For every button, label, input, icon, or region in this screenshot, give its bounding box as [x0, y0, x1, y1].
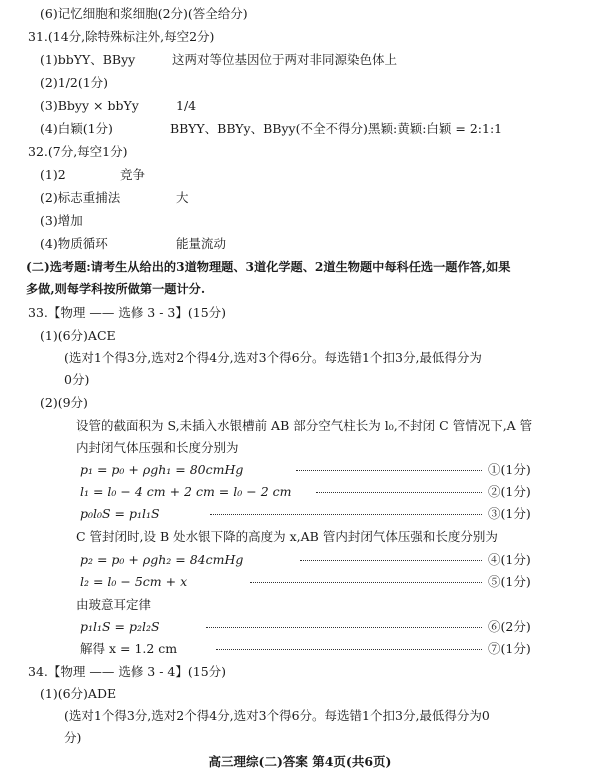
dot-leader: [250, 582, 482, 583]
q31-answer1-reason: 这两对等位基因位于两对非同源染色体上: [172, 52, 398, 67]
page-footer: 高三理综(二)答案 第4页(共6页): [208, 754, 392, 769]
elective-instruction-line1: (二)选考题:请考生从给出的3道物理题、3道化学题、2道生物题中每科任选一题作答,如果: [26, 260, 511, 274]
q33-score-mark1: ①(1分): [488, 462, 531, 477]
q31-answer1-genotypes: (1)bbYY、BByy: [40, 52, 136, 67]
dot-leader: [300, 560, 482, 561]
q33-equation5: l₂ = l₀ − 5cm + x: [80, 574, 188, 589]
q32-answer2a: (2)标志重捕法: [40, 190, 121, 205]
q33-equation4: p₂ = p₀ + ρgh₂ = 84cmHg: [80, 552, 244, 567]
q30-item6: (6)记忆细胞和浆细胞(2分)(答全给分): [40, 6, 248, 21]
elective-instruction-line2: 多做,则每学科按所做第一题计分.: [26, 282, 206, 296]
q31-answer4-phenotype: (4)白颖(1分): [40, 121, 113, 136]
q33-score-mark6: ⑥(2分): [488, 619, 531, 634]
q33-part1-note-line2: 0分): [64, 372, 90, 387]
q33-text1: 设管的截面积为 S,未插入水银槽前 AB 部分空气柱长为 l₀,不封闭 C 管情况下,A 管: [76, 418, 533, 433]
q33-text2: 内封闭气体压强和长度分别为: [76, 440, 239, 455]
q31-heading: 31.(14分,除特殊标注外,每空2分): [28, 29, 215, 44]
q34-heading: 34.【物理 —— 选修 3 - 4】(15分): [28, 664, 227, 679]
q31-answer2: (2)1/2(1分): [40, 75, 109, 90]
q34-part1-note-line2: 分): [64, 730, 82, 745]
q33-score-mark5: ⑤(1分): [488, 574, 531, 589]
q32-answer4b: 能量流动: [176, 236, 227, 251]
q33-part1: (1)(6分)ACE: [40, 328, 116, 343]
dot-leader: [316, 492, 482, 493]
q31-answer4-genotypes: BBYY、BBYy、BByy(不全不得分): [170, 121, 368, 136]
q33-score-mark7: ⑦(1分): [488, 641, 531, 656]
q33-heading: 33.【物理 —— 选修 3 - 3】(15分): [28, 305, 227, 320]
q31-answer4-ratio: 黑颖:黄颖:白颖 = 2:1:1: [368, 121, 503, 136]
q33-score-mark3: ③(1分): [488, 506, 531, 521]
q33-score-mark4: ④(1分): [488, 552, 531, 567]
q33-part1-note-line1: (选对1个得3分,选对2个得4分,选对3个得6分。每选错1个扣3分,最低得分为: [64, 350, 482, 365]
dot-leader: [296, 470, 482, 471]
q34-part1: (1)(6分)ADE: [40, 686, 117, 701]
q34-part1-note-line1: (选对1个得3分,选对2个得4分,选对3个得6分。每选错1个扣3分,最低得分为0: [64, 708, 490, 723]
q33-equation1: p₁ = p₀ + ρgh₁ = 80cmHg: [80, 462, 244, 477]
q33-equation3: p₀l₀S = p₁l₁S: [80, 506, 160, 521]
q32-answer4a: (4)物质循环: [40, 236, 108, 251]
q33-text3: C 管封闭时,设 B 处水银下降的高度为 x,AB 管内封闭气体压强和长度分别为: [76, 529, 498, 544]
q33-part2: (2)(9分): [40, 395, 88, 410]
q32-answer3: (3)增加: [40, 213, 83, 228]
q33-equation2: l₁ = l₀ − 4 cm + 2 cm = l₀ − 2 cm: [80, 484, 292, 499]
q33-score-mark2: ②(1分): [488, 484, 531, 499]
dot-leader: [216, 649, 482, 650]
q32-answer1b: 竞争: [120, 167, 146, 182]
q33-equation6: p₁l₁S = p₂l₂S: [80, 619, 160, 634]
q33-text4: 由玻意耳定律: [76, 597, 152, 612]
q33-equation7: 解得 x = 1.2 cm: [80, 641, 178, 656]
dot-leader: [206, 627, 482, 628]
q32-heading: 32.(7分,每空1分): [28, 144, 128, 159]
q31-answer3-ratio: 1/4: [176, 98, 197, 113]
dot-leader: [210, 514, 482, 515]
q32-answer1a: (1)2: [40, 167, 66, 182]
q32-answer2b: 大: [176, 190, 189, 205]
q31-answer3-cross: (3)Bbyy × bbYy: [40, 98, 139, 113]
